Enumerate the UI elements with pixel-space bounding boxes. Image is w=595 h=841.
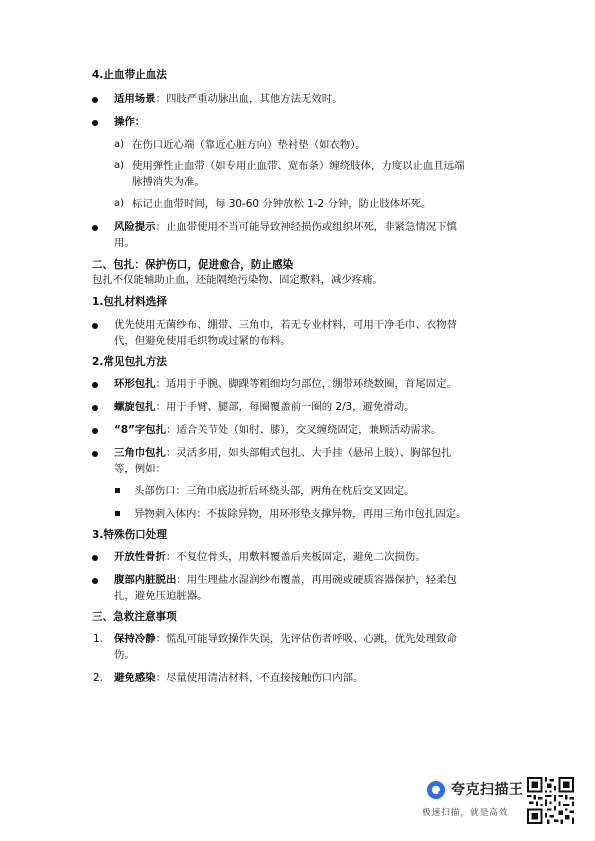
ring-text: ：适用于手腕、脚踝等粗细均匀部位，绷带环绕数圈，首尾固定。 <box>155 378 457 390</box>
eight-label: “8”字包扎 <box>114 424 167 436</box>
ops-colon: ： <box>134 116 146 128</box>
tri-text: ：灵活多用，如头部帽式包扎、大手挂（悬吊上肢）、胸部包扎 <box>165 447 452 459</box>
special-organ-line2: 扎，避免压迫脏器。 <box>114 590 208 602</box>
materials-line1: 优先使用无菌纱布、绷带、三角巾，若无专业材料，可用干净毛巾、衣物替 <box>114 319 457 331</box>
section-1-title: 1.包扎材料选择 <box>92 296 167 308</box>
method-eight <box>114 423 441 437</box>
bullet-dot <box>92 120 98 126</box>
tourniquet-scene <box>114 92 343 106</box>
spiral-text: ：用于手臂、腿部，每圈覆盖前一圈的 2/3，避免滑动。 <box>155 401 415 413</box>
materials-line2: 代，但避免使用毛织物或过紧的布料。 <box>114 335 291 347</box>
watermark-title: 夸克扫描王 <box>451 782 524 798</box>
sub-example-head: 头部伤口：三角巾底边折后环绕头部，两角在枕后交叉固定。 <box>134 485 415 497</box>
note-1-line2: 伤。 <box>114 649 135 661</box>
step-text-line1: 使用弹性止血带（如专用止血带、宽布条）缠绕肢体，力度以止血且远端 <box>132 160 465 172</box>
note-2-text: ：尽量使用清洁材料，不直接接触伤口内部。 <box>155 672 364 684</box>
step-letter: a) <box>114 139 125 150</box>
bullet-dot <box>92 382 98 388</box>
bullet-dot <box>92 578 98 584</box>
scene-label: 适用场景 <box>114 93 156 105</box>
bullet-dot <box>92 405 98 411</box>
bullet-dot <box>92 225 98 231</box>
spiral-label: 螺旋包扎 <box>114 401 156 413</box>
bullet-dot <box>92 555 98 561</box>
square-bullet <box>115 488 120 493</box>
tourniquet-ops <box>114 115 145 129</box>
fracture-label: 开放性骨折 <box>114 551 166 563</box>
tri-label: 三角巾包扎 <box>114 447 166 459</box>
risk-line1 <box>114 220 457 234</box>
method-spiral <box>114 400 415 414</box>
bullet-dot <box>92 323 98 329</box>
special-fracture <box>114 550 426 564</box>
note-2-line1 <box>114 671 363 685</box>
note-1-line1 <box>114 632 457 646</box>
ring-label: 环形包扎 <box>114 378 156 390</box>
organ-text: ：用生理盐水湿润纱布覆盖，再用碗或硬质容器保护，轻柔包 <box>176 574 457 586</box>
step-letter: a) <box>114 160 125 171</box>
section-4-title: 4.止血带止血法 <box>92 69 167 81</box>
scene-text: ：四肢严重动脉出血，其他方法无效时。 <box>155 93 343 105</box>
watermark-slogan: 极速扫描，就是高效 <box>422 808 509 818</box>
risk-text: ：止血带使用不当可能导致神经损伤或组织坏死，非紧急情况下慎 <box>155 221 457 233</box>
step-text-line2: 脉搏消失为准。 <box>132 176 205 188</box>
quark-logo-icon <box>426 780 446 800</box>
eight-text: ：适合关节处（如肘、膝），交叉缠绕固定，兼顾活动需求。 <box>166 424 442 436</box>
step-text: 在伤口近心端（靠近心脏方向）垫衬垫（如衣物）。 <box>132 139 366 151</box>
section-3-title: 3.特殊伤口处理 <box>92 529 167 541</box>
section-2-title: 2.常见包扎方法 <box>92 356 167 368</box>
method-triangle-line1 <box>114 446 452 460</box>
method-triangle-line2: 等，例如： <box>114 463 166 475</box>
part-3-title: 三、急救注意事项 <box>92 611 177 623</box>
step-letter: a) <box>114 198 125 209</box>
square-bullet <box>115 511 120 516</box>
bullet-dot <box>92 451 98 457</box>
step-text: 标记止血带时间，每 30-60 分钟放松 1-2 分钟，防止肢体坏死。 <box>132 198 432 210</box>
bullet-dot <box>92 428 98 434</box>
note-number: 2. <box>93 672 103 684</box>
fracture-text: ：不复位骨头，用敷料覆盖后夹板固定，避免二次损伤。 <box>165 551 426 563</box>
part-2-intro: 包扎不仅能辅助止血，还能隔绝污染物、固定敷料，减少疼痛。 <box>92 274 383 286</box>
note-number: 1. <box>93 633 103 645</box>
method-ring <box>114 377 457 391</box>
sub-example-foreign: 异物刺入体内：不拔除异物，用环形垫支撑异物，再用三角巾包扎固定。 <box>134 508 467 520</box>
note-1-text: ：慌乱可能导致操作失误，先评估伤者呼吸、心跳，优先处理致命 <box>155 633 457 645</box>
qr-code-icon <box>527 777 574 824</box>
organ-label: 腹部内脏脱出 <box>114 574 177 586</box>
bullet-dot <box>92 97 98 103</box>
note-1-label: 保持冷静 <box>114 633 156 645</box>
risk-line2: 用。 <box>114 237 135 249</box>
risk-label: 风险提示 <box>114 221 156 233</box>
part-2-title: 二、包扎：保护伤口，促进愈合，防止感染 <box>92 259 294 271</box>
special-organ-line1 <box>114 573 457 587</box>
ops-label: 操作 <box>114 116 135 128</box>
note-2-label: 避免感染 <box>114 672 156 684</box>
